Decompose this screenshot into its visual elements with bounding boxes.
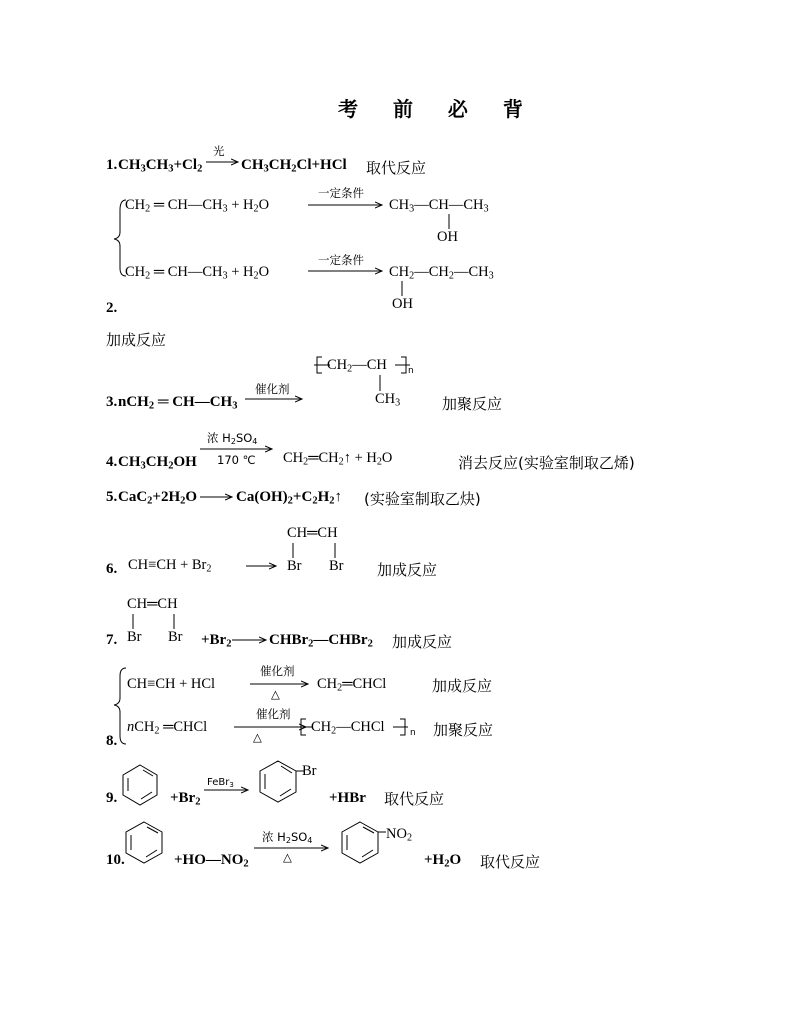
reaction-2-number: 2. <box>106 300 118 316</box>
reaction-4-number: 4. <box>106 454 118 470</box>
reaction-8a-condition-bottom: △ <box>271 687 280 701</box>
reaction-3-reactant: nCH$_2$ ═ $CH—CH_3$ <box>118 394 238 412</box>
reaction-6-product-top: CH═CH <box>287 525 338 541</box>
reaction-10-nitrobenzene-icon <box>342 822 386 863</box>
reaction-9-number: 9. <box>106 790 118 806</box>
reaction-1-reactants: $CH_3CH_3+Cl_2$ <box>118 157 203 175</box>
reaction-7-number: 7. <box>106 632 118 648</box>
reaction-7-reactant-br2: Br <box>168 629 183 645</box>
reaction-5-type: (实验室制取乙炔) <box>364 490 481 508</box>
reaction-4-condition-top: 浓 $H_2SO_4$ <box>207 431 258 446</box>
reaction-9-substituent: Br <box>302 763 317 779</box>
page-title: 考 前 必 背 <box>338 97 537 121</box>
reaction-2b-condition: 一定条件 <box>318 253 364 267</box>
reaction-5-products: $Ca(OH)_2+C_2H_2↑$ <box>236 489 342 507</box>
reaction-2a-product-oh: OH <box>437 229 458 245</box>
reaction-8b-condition-top: 催化剂 <box>256 707 291 721</box>
reaction-3-condition: 催化剂 <box>255 382 290 396</box>
reaction-8a-type: 加成反应 <box>432 677 493 695</box>
reaction-1-type: 取代反应 <box>366 159 427 177</box>
reaction-2b-product-oh: OH <box>392 296 413 312</box>
reaction-8b-n: n <box>410 728 416 738</box>
reaction-1-number: 1. <box>106 157 118 173</box>
reaction-2a-product: $CH_3—CH—CH_3$ <box>389 197 489 215</box>
reaction-10-water: $+H_2O$ <box>424 852 462 870</box>
reaction-8-brace <box>114 668 126 744</box>
reaction-8a-condition-top: 催化剂 <box>260 664 295 678</box>
reaction-3-left-bracket <box>314 357 330 373</box>
reaction-7-product: CHBr$_2$—CHBr$_2$ <box>269 632 373 650</box>
reaction-4-products: $CH_2═CH_2↑ + H_2O$ <box>283 450 393 468</box>
reaction-3-product-ch3: $CH_3$ <box>375 391 401 409</box>
reaction-10-type: 取代反应 <box>480 853 541 871</box>
reaction-10-condition-top: 浓 $H_2SO_4$ <box>262 830 313 845</box>
reaction-9-bromobenzene-icon <box>260 761 304 802</box>
reaction-3-right-bracket <box>395 357 410 373</box>
reaction-3-product: $CH_2—CH$ <box>327 357 387 375</box>
reaction-10-condition-bottom: △ <box>283 850 292 864</box>
reaction-9-benzene-icon <box>123 765 157 805</box>
reaction-6-reactants: $CH\equiv CH + Br_2$ <box>128 557 212 575</box>
reaction-8b-left-bracket <box>298 719 312 735</box>
reaction-7-reactant-top: CH═CH <box>127 596 178 612</box>
reaction-8b-product: $CH_2—CHCl$ <box>311 719 385 737</box>
reaction-5-reactants: $CaC_2+2H_2O$ <box>118 489 198 507</box>
reaction-6-product-br2: Br <box>329 558 344 574</box>
reaction-10-substituent: $NO_2$ <box>386 826 413 844</box>
reaction-2a-reactants: $CH_2$ ═ $CH—CH_3 + H_2O$ <box>125 197 270 215</box>
reaction-1-products: $CH_3CH_2Cl+HCl$ <box>241 157 347 175</box>
reaction-4-type: 消去反应(实验室制取乙烯) <box>458 454 635 472</box>
reaction-5-number: 5. <box>106 489 118 505</box>
reaction-8b-right-bracket <box>393 719 408 735</box>
reaction-7-type: 加成反应 <box>392 633 453 651</box>
reaction-10-reagent: $+HO—NO_2$ <box>174 852 249 870</box>
reaction-9-hbr: +HBr <box>329 790 366 806</box>
reaction-3-number: 3. <box>106 394 118 410</box>
reaction-8-number: 8. <box>106 733 118 749</box>
reaction-8a-product: $CH_2═CHCl$ <box>317 676 387 694</box>
reaction-8b-reactant: nCH$_2$ ═CHCl <box>127 719 208 737</box>
reaction-1-condition: 光 <box>213 144 225 158</box>
reaction-2-type: 加成反应 <box>106 331 167 349</box>
reaction-9-type: 取代反应 <box>384 790 445 808</box>
reaction-8a-reactants: CH≡CH + HCl <box>127 676 216 692</box>
reaction-10-number: 10. <box>106 852 125 868</box>
reaction-7-br2: $+Br_2$ <box>201 632 232 650</box>
reaction-3-type: 加聚反应 <box>442 395 503 413</box>
reaction-2b-product: $CH_2—CH_2—CH_3$ <box>389 264 494 282</box>
reaction-4-condition-bottom: 170 ℃ <box>217 453 256 467</box>
reaction-9-br2: $+Br_2$ <box>170 790 201 808</box>
reaction-8b-condition-bottom: △ <box>253 730 262 744</box>
reaction-6-type: 加成反应 <box>377 561 438 579</box>
reaction-10-benzene-icon <box>126 822 162 863</box>
reaction-9-condition: FeBr$_3$ <box>207 777 234 789</box>
reaction-2a-condition: 一定条件 <box>318 186 364 200</box>
reaction-4-reactant: $CH_3CH_2OH$ <box>118 454 197 472</box>
reaction-2b-reactants: $CH_2$ ═ $CH—CH_3 + H_2O$ <box>125 264 270 282</box>
reaction-7-reactant-br1: Br <box>127 629 142 645</box>
reaction-2-brace <box>114 200 126 276</box>
reaction-6-number: 6. <box>106 561 118 577</box>
reaction-3-n: n <box>408 366 414 376</box>
reaction-8b-type: 加聚反应 <box>433 721 494 739</box>
reaction-6-product-br1: Br <box>287 558 302 574</box>
